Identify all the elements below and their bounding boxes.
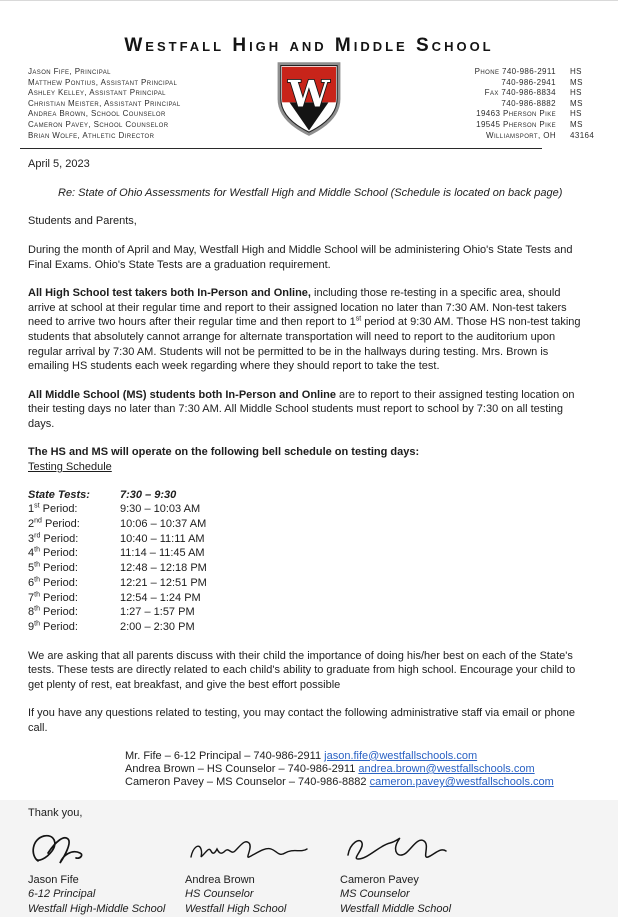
schedule-label: 3rd Period:	[28, 532, 79, 545]
signer-title: MS Counselor	[340, 888, 410, 901]
contact-campus: MS	[570, 77, 583, 87]
letterhead-columns	[28, 59, 595, 141]
signature-script-cameron-pavey	[340, 827, 590, 869]
paragraph-lead: All High School test takers both In-Person and Online,	[28, 287, 311, 300]
admin-contact-list	[28, 750, 590, 790]
schedule-label: 1st Period:	[28, 502, 78, 516]
schedule-time: 11:14 – 11:45 AM	[120, 547, 205, 560]
schedule-row	[28, 546, 590, 561]
contact-line	[378, 120, 590, 131]
shield-icon	[274, 59, 344, 137]
admin-contact-text: Mr. Fife – 6-12 Principal – 740-986-2911	[125, 749, 325, 762]
schedule-time: 10:06 – 10:37 AM	[120, 518, 207, 531]
contact-label: Phone 740-986-2911	[474, 67, 556, 76]
contact-campus: HS	[570, 109, 582, 119]
signer-title: HS Counselor	[185, 888, 254, 901]
staff-line: Christian Meister, Assistant Principal	[28, 98, 181, 108]
signer-org: Westfall High School	[185, 903, 287, 916]
schedule-heading: The HS and MS will operate on the following bell schedule on testing days:	[28, 446, 420, 459]
date: April 5, 2023	[28, 158, 90, 171]
schedule-label: 9th Period:	[28, 620, 78, 633]
schedule-time: 1:27 – 1:57 PM	[120, 606, 195, 619]
school-logo	[240, 59, 378, 137]
schedule-time: 9:30 – 10:03 AM	[120, 503, 201, 516]
schedule-row	[28, 620, 590, 635]
signer-org: Westfall Middle School	[340, 903, 452, 916]
paragraph-text: If you have any questions related to testing, you may contact the following administrative staff via email or phone call.	[28, 707, 576, 735]
signer-name: Jason Fife	[28, 873, 79, 886]
signature-cameron-pavey	[340, 827, 590, 917]
signature-jason-fife	[28, 827, 185, 917]
closing: Thank you,	[28, 807, 83, 820]
email-link-jason-fife[interactable]: jason.fife@westfallschools.com	[324, 749, 478, 762]
signature-script-andrea-brown	[185, 827, 340, 869]
subject-line: Re: State of Ohio Assessments for Westfall High and Middle School (Schedule is located on back page)	[58, 186, 563, 199]
signer-title: 6-12 Principal	[28, 888, 96, 901]
staff-line: Jason Fife, Principal	[28, 67, 111, 76]
paragraph-text: including those re-testing in a specific area, should arrive at school at their regular time and report to their assigned location no later than 7:30 AM. Non-test takers need to arrive two hours after their regular time and then report to 1	[28, 287, 567, 329]
paragraph-high-school	[28, 286, 590, 374]
salutation: Students and Parents,	[28, 215, 137, 228]
paragraph-text: are to report to their assigned testing location on their testing days no later than 7:30 AM. All Middle School students must report to school by 7:30 on all testing days.	[28, 388, 575, 430]
schedule-label: 2nd Period:	[28, 517, 80, 531]
contact-campus: MS	[570, 119, 583, 129]
contact-label: 740-986-8882	[501, 98, 556, 108]
contact-campus: MS	[570, 98, 583, 108]
admin-contact-text: Andrea Brown – HS Counselor – 740-986-2911	[125, 762, 359, 775]
paragraph-text: period at 9:30 AM. Those HS non-test taking students that absolutely cannot arrange for alternate transportation will need to report to the auditorium upon regular arrival by 7:30 AM. Students will not be permitted to be in the hallways during testing. Mrs. Brown is emailing HS students each week regarding where they should report to take the test.	[28, 316, 581, 373]
schedule-label: 8th Period:	[28, 605, 78, 619]
schedule-row	[28, 517, 590, 532]
schedule-row	[28, 502, 590, 517]
staff-line: Cameron Pavey, School Counselor	[28, 119, 169, 129]
paragraph-lead: All Middle School (MS) students both In-Person and Online	[28, 388, 336, 401]
paragraph-text: During the month of April and May, Westfall High and Middle School will be administering Ohio's State Tests and Final Exams. Ohio's State Tests are a graduation requirement.	[28, 243, 573, 271]
school-name: Westfall High and Middle School	[124, 35, 494, 56]
contact-line	[378, 109, 590, 120]
contact-label: 740-986-2941	[501, 77, 556, 87]
handwritten-signature-icon	[340, 829, 460, 869]
admin-contact-text: Cameron Pavey – MS Counselor – 740-986-8882	[125, 776, 370, 789]
email-link-andrea-brown[interactable]: andrea.brown@westfallschools.com	[358, 762, 535, 775]
contact-line	[378, 99, 590, 110]
letterhead	[28, 1, 595, 149]
paragraph-text: We are asking that all parents discuss with their child the importance of doing his/her best on each of the State's tests. These tests are directly related to each child's ability to graduate from high school. Encourage your child to get plenty of rest, eat breakfast, and give the best effort possible	[28, 649, 576, 691]
signature-script-jason-fife	[28, 827, 185, 869]
schedule-row	[28, 561, 590, 576]
email-link-cameron-pavey[interactable]: cameron.pavey@westfallschools.com	[369, 776, 554, 789]
bell-schedule	[28, 488, 590, 635]
signature-block	[28, 827, 590, 917]
admin-contact-line	[125, 776, 590, 789]
logo-letter: W	[288, 71, 330, 116]
schedule-time: 7:30 – 9:30	[120, 488, 177, 501]
schedule-label: 4th Period:	[28, 546, 78, 560]
paragraph-intro	[28, 243, 590, 272]
contact-line	[378, 88, 590, 99]
schedule-row	[28, 591, 590, 606]
schedule-time: 12:54 – 1:24 PM	[120, 591, 201, 604]
admin-contact-line	[125, 763, 590, 776]
paragraph-parents	[28, 649, 590, 693]
signer-org: Westfall High-Middle School	[28, 903, 166, 916]
schedule-label: 6th Period:	[28, 576, 78, 589]
schedule-row	[28, 576, 590, 591]
schedule-time: 12:48 – 12:18 PM	[120, 562, 207, 575]
schedule-row	[28, 532, 590, 547]
schedule-time: 10:40 – 11:11 AM	[120, 532, 205, 545]
schedule-label: 7th Period:	[28, 590, 78, 604]
contact-label: 19545 Pherson Pike	[476, 119, 556, 129]
schedule-label: 5th Period:	[28, 561, 78, 575]
contact-line	[378, 78, 590, 89]
schedule-label: State Tests:	[28, 488, 90, 501]
staff-line: Ashley Kelley, Assistant Principal	[28, 88, 166, 98]
staff-line: Matthew Pontius, Assistant Principal	[28, 77, 178, 87]
contact-campus: HS	[570, 67, 582, 76]
contact-campus: 43164	[570, 130, 595, 140]
staff-line: Andrea Brown, School Counselor	[28, 109, 166, 119]
ordinal-suffix: st	[355, 315, 362, 323]
schedule-time: 2:00 – 2:30 PM	[120, 620, 195, 633]
contact-label: 19463 Pherson Pike	[476, 109, 556, 119]
handwritten-signature-icon	[185, 829, 315, 869]
admin-contact-line	[125, 750, 590, 763]
contact-campus: HS	[570, 88, 582, 98]
signer-name: Cameron Pavey	[340, 873, 419, 886]
paragraph-middle-school	[28, 388, 590, 432]
letterhead-divider	[20, 148, 542, 149]
paragraph-questions	[28, 706, 590, 735]
contact-line	[378, 67, 590, 78]
contact-label: Fax 740-986-8834	[484, 88, 556, 98]
schedule-time: 12:21 – 12:51 PM	[120, 576, 207, 589]
signature-andrea-brown	[185, 827, 340, 917]
schedule-subheading: Testing Schedule	[28, 461, 112, 474]
schedule-row	[28, 488, 590, 503]
letterhead-contacts	[378, 59, 595, 141]
schedule-row	[28, 605, 590, 620]
contact-line	[378, 130, 595, 142]
staff-list	[28, 59, 240, 141]
staff-line: Brian Wolfe, Athletic Director	[28, 130, 155, 140]
contact-label: Williamsport, OH	[486, 130, 556, 140]
letter-body	[28, 157, 590, 916]
signer-name: Andrea Brown	[185, 873, 255, 886]
handwritten-signature-icon	[28, 829, 138, 869]
